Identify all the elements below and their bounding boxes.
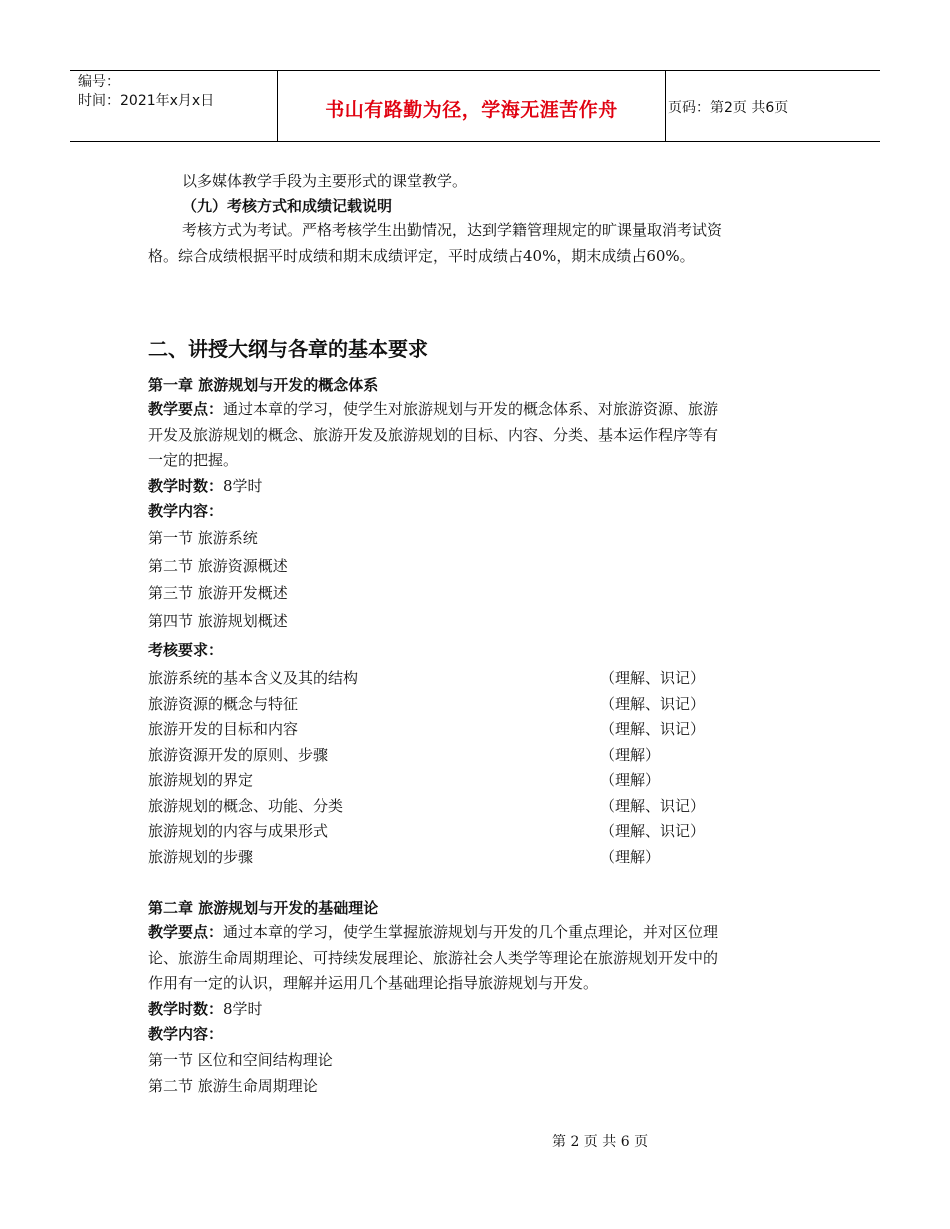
req-item-7: 旅游规划的内容与成果形式 — [148, 822, 329, 840]
header-motto: 书山有路勤为径，学海无涯苦作舟 — [325, 99, 618, 121]
req-tag-7: （理解、识记） — [600, 822, 706, 840]
chapter-1-goal-line-1 — [148, 399, 718, 419]
goal-text: 通过本章的学习，使学生掌握旅游规划与开发的几个重点理论，并对区位理 — [223, 923, 719, 941]
chapter-2-goal-line-3: 作用有一定的认识，理解并运用几个基础理论指导旅游规划与开发。 — [148, 974, 599, 992]
req-item-5: 旅游规划的界定 — [148, 771, 254, 789]
section-9-title: （九）考核方式和成绩记载说明 — [182, 197, 393, 215]
hours-value: 8学时 — [223, 1000, 263, 1018]
hours-value: 8学时 — [223, 477, 263, 495]
chapter-2-section-2: 第二节 旅游生命周期理论 — [148, 1077, 318, 1095]
chapter-2-title: 第二章 旅游规划与开发的基础理论 — [148, 899, 379, 917]
chapter-2-goal-line-2: 论、旅游生命周期理论、可持续发展理论、旅游社会人类学等理论在旅游规划开发中的 — [148, 949, 719, 967]
document-number-label: 编号： — [78, 74, 120, 90]
chapter-2-content-label: 教学内容： — [148, 1025, 224, 1043]
req-tag-6: （理解、识记） — [600, 797, 706, 815]
intro-line-3: 考核方式为考试。严格考核学生出勤情况，达到学籍管理规定的旷课量取消考试资 — [182, 221, 723, 239]
chapter-1-content-label: 教学内容： — [148, 502, 224, 520]
page-footer: 第 2 页 共 6 页 — [552, 1134, 649, 1150]
req-tag-2: （理解、识记） — [600, 695, 706, 713]
hours-label: 教学时数： — [148, 1000, 224, 1018]
req-item-6: 旅游规划的概念、功能、分类 — [148, 797, 344, 815]
chapter-1-section-4: 第四节 旅游规划概述 — [148, 612, 288, 630]
chapter-1-section-2: 第二节 旅游资源概述 — [148, 557, 288, 575]
intro-line-4: 格。综合成绩根据平时成绩和期末成绩评定，平时成绩占40%，期末成绩占60%。 — [148, 247, 695, 265]
req-tag-4: （理解） — [600, 746, 661, 764]
intro-line-1: 以多媒体教学手段为主要形式的课堂教学。 — [182, 172, 468, 190]
req-item-2: 旅游资源的概念与特征 — [148, 695, 299, 713]
req-item-1: 旅游系统的基本含义及其的结构 — [148, 669, 359, 687]
goal-label: 教学要点： — [148, 923, 224, 941]
req-tag-8: （理解） — [600, 848, 661, 866]
page-header — [70, 70, 880, 142]
goal-text: 通过本章的学习，使学生对旅游规划与开发的概念体系、对旅游资源、旅游 — [223, 400, 719, 418]
goal-label: 教学要点： — [148, 400, 224, 418]
req-item-3: 旅游开发的目标和内容 — [148, 720, 299, 738]
req-tag-3: （理解、识记） — [600, 720, 706, 738]
document-time: 时间：2021年x月x日 — [78, 93, 215, 109]
chapter-1-section-3: 第三节 旅游开发概述 — [148, 584, 288, 602]
part-2-title: 二、讲授大纲与各章的基本要求 — [148, 337, 428, 361]
chapter-2-goal-line-1 — [148, 922, 718, 942]
header-page-number: 页码：第2页 共6页 — [668, 100, 789, 116]
req-item-4: 旅游资源开发的原则、步骤 — [148, 746, 329, 764]
chapter-1-title: 第一章 旅游规划与开发的概念体系 — [148, 376, 379, 394]
chapter-1-section-1: 第一节 旅游系统 — [148, 529, 258, 547]
chapter-2-hours — [148, 999, 263, 1019]
req-item-8: 旅游规划的步骤 — [148, 848, 254, 866]
chapter-2-section-1: 第一节 区位和空间结构理论 — [148, 1051, 333, 1069]
chapter-1-goal-line-3: 一定的把握。 — [148, 451, 239, 469]
chapter-1-hours — [148, 476, 263, 496]
req-tag-5: （理解） — [600, 771, 661, 789]
header-meta — [78, 73, 278, 111]
header-motto-cell — [277, 71, 666, 141]
chapter-1-goal-line-2: 开发及旅游规划的概念、旅游开发及旅游规划的目标、内容、分类、基本运作程序等有 — [148, 426, 719, 444]
hours-label: 教学时数： — [148, 477, 224, 495]
req-tag-1: （理解、识记） — [600, 669, 706, 687]
chapter-1-req-label: 考核要求： — [148, 641, 224, 659]
